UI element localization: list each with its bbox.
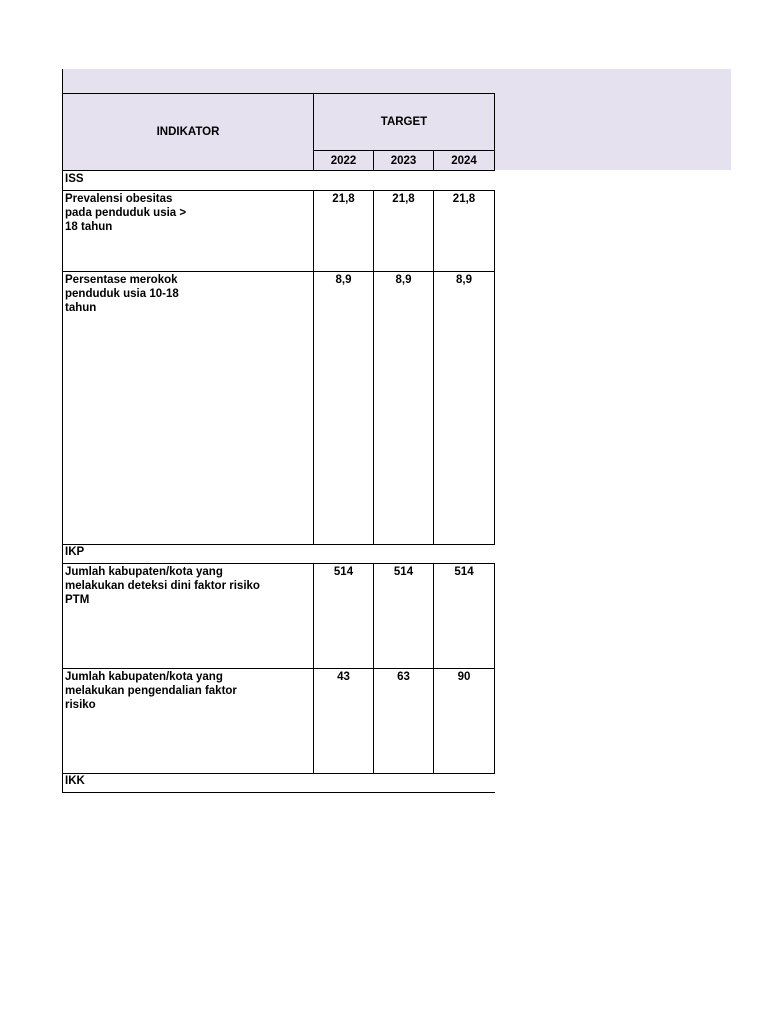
row-value-2022: 21,8 (313, 190, 374, 272)
section-label-ikk: IKK (62, 773, 314, 793)
header-target: TARGET (313, 93, 495, 151)
row-value-2022: 43 (313, 668, 374, 774)
row-value-2023: 514 (373, 563, 434, 669)
row-value-2024: 90 (433, 668, 495, 774)
row-indicator: Persentase merokok penduduk usia 10-18 tahun (62, 271, 314, 545)
header-year-2022: 2022 (313, 150, 374, 171)
row-indicator: Jumlah kabupaten/kota yang melakukan pengendalian faktor risiko (62, 668, 314, 774)
row-value-2023: 8,9 (373, 271, 434, 545)
section-label-iss: ISS (62, 171, 314, 191)
row-value-2022: 514 (313, 563, 374, 669)
row-value-2023: 63 (373, 668, 434, 774)
row-value-2024: 514 (433, 563, 495, 669)
row-value-2024: 8,9 (433, 271, 495, 545)
section-label-ikp: IKP (62, 544, 314, 564)
row-indicator: Jumlah kabupaten/kota yang melakukan deteksi dini faktor risiko PTM (62, 563, 314, 669)
row-indicator: Prevalensi obesitas pada penduduk usia > 18 tahun (62, 190, 314, 272)
row-value-2024: 21,8 (433, 190, 495, 272)
header-indikator: INDIKATOR (62, 93, 314, 171)
table-bottom-border (62, 792, 495, 793)
row-value-2022: 8,9 (313, 271, 374, 545)
table-left-border-top (62, 69, 63, 94)
row-value-2023: 21,8 (373, 190, 434, 272)
header-year-2023: 2023 (373, 150, 434, 171)
header-year-2024: 2024 (433, 150, 495, 171)
